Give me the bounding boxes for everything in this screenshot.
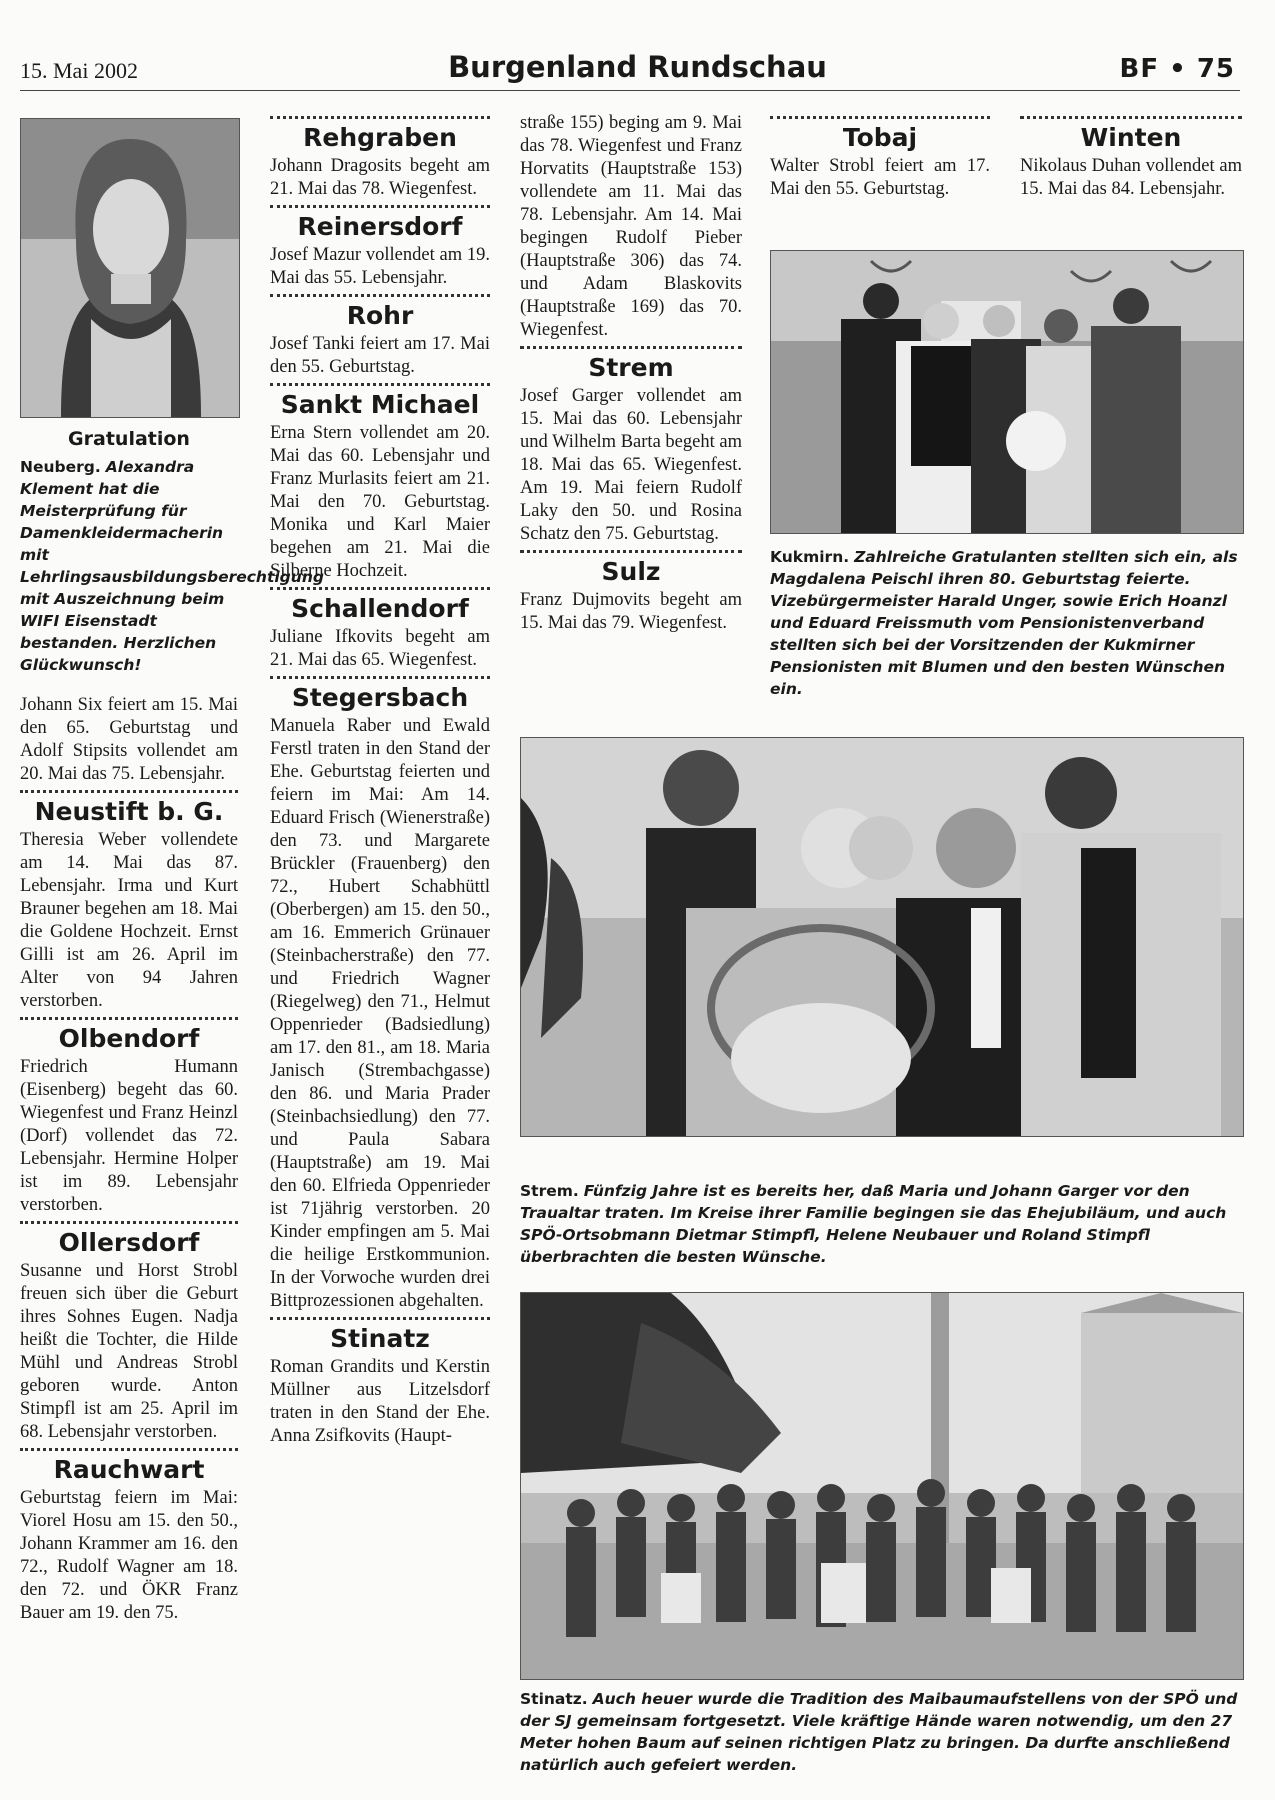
section-text: Erna Stern vollendet am 20. Mai das 60. Lebensjahr und Franz Murlasits feiert am 21. Mai den 70. Geburtstag. Monika und Karl Maier begehen am 21. Mai die Silberne Hochzeit. (270, 423, 490, 581)
header-rule (20, 90, 1240, 91)
dotted-separator (270, 1317, 490, 1320)
dotted-separator (270, 116, 490, 119)
section-text: Theresia Weber vollendete am 14. Mai das 87. Lebensjahr. Irma und Kurt Brauner begehen am 18. Mai die Goldene Hochzeit. Ernst Gilli ist am 26. April im Alter von 94 Jahren verstorben. (20, 830, 238, 1011)
section-heading: Tobaj (842, 123, 918, 152)
dotted-separator (270, 383, 490, 386)
dotted-separator (20, 1017, 238, 1020)
section-text: Walter Strobl feiert am 17. Mai den 55. Geburtstag. (770, 156, 990, 199)
dotted-separator (20, 1448, 238, 1451)
portrait-photo (20, 118, 240, 418)
caption-place: Stinatz. (520, 1690, 588, 1708)
section-text: Juliane Ifkovits begeht am 21. Mai das 65. Wiegenfest. (270, 627, 490, 670)
dotted-separator (770, 116, 990, 119)
dotted-separator (520, 346, 742, 349)
dotted-separator (520, 550, 742, 553)
section-text: Friedrich Humann (Eisenberg) begeht das 60. Wiegenfest und Franz Heinzl (Dorf) vollendet das 72. Lebensjahr. Hermine Holper ist im 89. Lebensjahr verstorben. (20, 1057, 238, 1215)
continued-text: straße 155) beging am 9. Mai das 78. Wiegenfest und Franz Horvatits (Hauptstraße 153) vollendete am 11. Mai das 78. Lebensjahr. Am 14. Mai begingen Rudolf Pieber (Hauptstraße 306) das 74. und Adam Blaskovits (Hauptstraße 169) das 70. Wiegenfest. (520, 113, 742, 340)
strem-caption-box (520, 1180, 1242, 1268)
intro-text: Johann Six feiert am 15. Mai den 65. Geburtstag und Adolf Stipsits vollendet am 20. Mai das 75. Lebensjahr. (20, 695, 238, 784)
stinatz-caption-box (520, 1688, 1242, 1776)
section-text: Geburtstag feiern im Mai: Viorel Hosu am 15. den 50., Johann Krammer am 16. den 72., Rudolf Wagner am 18. den 72. und ÖKR Franz Bauer am 19. den 75. (20, 1488, 238, 1623)
dotted-separator (270, 676, 490, 679)
news-section (20, 1221, 238, 1444)
section-heading: Winten (1080, 123, 1182, 152)
news-section (20, 1017, 238, 1217)
news-section (1020, 116, 1242, 201)
caption-place: Neuberg. (20, 458, 101, 476)
section-heading: Schallendorf (291, 594, 469, 623)
section-text: Franz Dujmovits begeht am 15. Mai das 79. Wiegenfest. (520, 590, 742, 633)
dotted-separator (20, 1221, 238, 1224)
page-date: 15. Mai 2002 (20, 58, 138, 83)
section-heading: Stegersbach (291, 683, 469, 712)
section-heading: Ollersdorf (58, 1228, 200, 1257)
news-section (520, 346, 742, 546)
column-2 (270, 112, 490, 1448)
news-section (770, 116, 990, 201)
section-heading: Neustift b. G. (34, 797, 224, 826)
page-number: BF • 75 (1119, 54, 1235, 84)
section-heading: Strem (588, 353, 674, 382)
news-section (270, 294, 490, 379)
news-section (270, 116, 490, 201)
dotted-separator (20, 790, 238, 793)
stinatz-photo (520, 1292, 1244, 1680)
section-heading: Rehgraben (303, 123, 457, 152)
kukmirn-caption-box (770, 546, 1242, 700)
newspaper-title: Burgenland Rundschau (448, 50, 827, 84)
section-text: Manuela Raber und Ewald Ferstl traten in den Stand der Ehe. Geburtstag feierten und feiern im Mai: Am 14. Eduard Frisch (Wienerstraße) den 73. und Margarete Brückler (Frauenberg) den 72., Hubert Schabhüttl (Oberbergen) am 15. den 50., am 16. Emmerich Grünauer (Steinbacherstraße) den 77. und Friedrich Wagner (Riegelweg) den 71., Helmut Oppenrieder (Badsiedlung) am 17. den 81., am 18. Maria Janisch (Strembachgasse) den 86. und Maria Prader (Steinbachsiedlung) den 77. und Paula Sabara (Hauptstraße) am 19. Mai den 60. Elfrieda Oppenrieder ist 71jährig verstorben. 20 Kinder empfingen am 5. Mai die heilige Erstkommunion. In der Vorwoche wurden drei Bittprozessionen abgehalten. (270, 716, 490, 1311)
news-section (270, 587, 490, 672)
section-heading: Stinatz (330, 1324, 430, 1353)
column-1 (20, 118, 324, 1625)
section-text: Susanne und Horst Strobl freuen sich über die Geburt ihres Sohnes Eugen. Nadja heißt die Tochter, die Hilde Mühl und Andreas Strobl geboren wurde. Anton Stimpfl ist am 25. April im 68. Lebensjahr verstorben. (20, 1261, 238, 1442)
portrait-caption (20, 456, 324, 676)
kukmirn-photo (770, 250, 1244, 534)
caption-text: Alexandra Klement hat die Meisterprüfung für Damenkleidermacherin mit Lehrlingsausbildungsberechtigung mit Auszeichnung beim WIFI Eisenstadt bestanden. Herzlichen Glückwunsch! (20, 458, 324, 674)
news-section (520, 550, 742, 635)
section-heading: Sulz (601, 557, 661, 586)
section-heading: Reinersdorf (297, 212, 463, 241)
dotted-separator (1020, 116, 1242, 119)
caption-place: Strem. (520, 1182, 579, 1200)
section-heading: Rohr (346, 301, 414, 330)
column-4 (770, 112, 990, 201)
news-section (20, 790, 238, 1013)
section-heading: Sankt Michael (280, 390, 480, 419)
section-heading: Rauchwart (53, 1455, 205, 1484)
section-text: Roman Grandits und Kerstin Müllner aus Litzelsdorf traten in den Stand der Ehe. Anna Zsifkovits (Haupt- (270, 1357, 490, 1446)
section-heading: Olbendorf (58, 1024, 200, 1053)
news-section (20, 1448, 238, 1625)
column-3 (520, 112, 742, 635)
news-section (270, 676, 490, 1313)
news-section (270, 205, 490, 290)
section-text: Johann Dragosits begeht am 21. Mai das 78. Wiegenfest. (270, 156, 490, 199)
dotted-separator (270, 294, 490, 297)
strem-photo (520, 737, 1244, 1137)
dotted-separator (270, 587, 490, 590)
kukmirn-caption (770, 546, 1242, 700)
stinatz-caption (520, 1688, 1242, 1776)
portrait-caption-title: Gratulation (68, 428, 190, 450)
caption-text: Auch heuer wurde die Tradition des Maibaumaufstellens von der SPÖ und der SJ gemeinsam fortgesetzt. Viele kräftige Hände waren notwendig, um den 27 Meter hohen Baum auf seinen richtigen Platz zu bringen. Da durfte anschließend natürlich auch gefeiert werden. (520, 1690, 1238, 1774)
caption-place: Kukmirn. (770, 548, 850, 566)
section-text: Josef Mazur vollendet am 19. Mai das 55. Lebensjahr. (270, 245, 490, 288)
caption-text: Fünfzig Jahre ist es bereits her, daß Maria und Johann Garger vor den Traualtar traten. Im Kreise ihrer Familie begingen sie das Ehejubiläum, und auch SPÖ-Ortsobmann Dietmar Stimpfl, Helene Neubauer und Roland Stimpfl überbrachten die besten Wünsche. (520, 1182, 1227, 1266)
strem-caption (520, 1180, 1242, 1268)
news-section (270, 1317, 490, 1448)
section-text: Josef Tanki feiert am 17. Mai den 55. Geburtstag. (270, 334, 490, 377)
section-text: Josef Garger vollendet am 15. Mai das 60. Lebensjahr und Wilhelm Barta begeht am 18. Mai das 65. Wiegenfest. Am 19. Mai feiern Rudolf Laky den 50. und Rosina Schatz den 75. Geburtstag. (520, 386, 742, 544)
caption-text: Zahlreiche Gratulanten stellten sich ein, als Magdalena Peischl ihren 80. Geburtstag feierte. Vizebürgermeister Harald Unger, sowie Erich Hoanzl und Eduard Freissmuth vom Pensionistenverband stellten sich bei der Vorsitzenden der Kukmirner Pensionisten mit Blumen und den besten Wünschen ein. (770, 548, 1238, 698)
news-section (270, 383, 490, 583)
column-5 (1020, 112, 1242, 201)
dotted-separator (270, 205, 490, 208)
section-text: Nikolaus Duhan vollendet am 15. Mai das 84. Lebensjahr. (1020, 156, 1242, 199)
